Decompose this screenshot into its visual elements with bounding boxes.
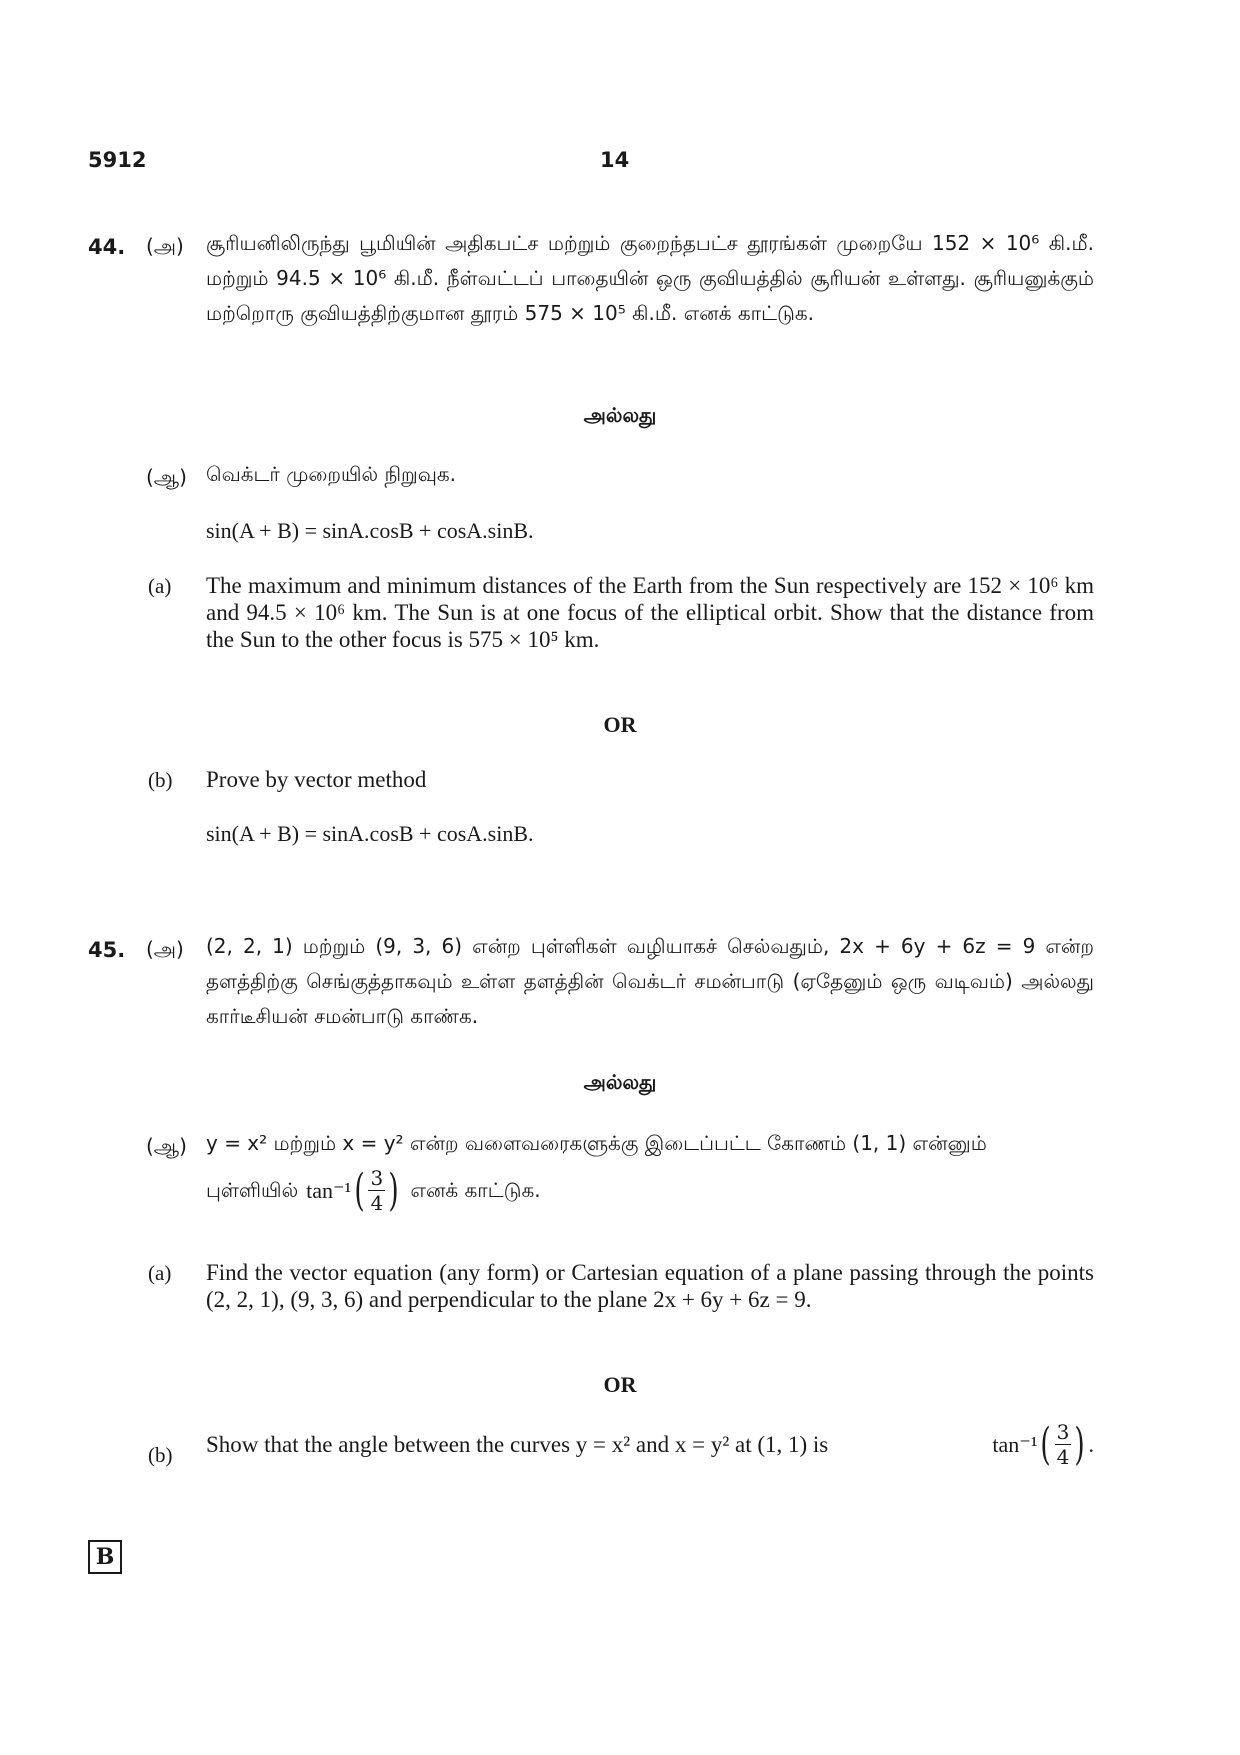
q44-tamil-a-text: சூரியனிலிருந்து பூமியின் அதிகபட்ச மற்றும் குறைந்தபட்ச தூரங்கள் முறையே 152 × 10⁶ கி.மீ. மற்றும் 94.5 × 10⁶ கி.மீ. நீள்வட்டப் பாதையின் ஒரு குவியத்தில் சூரியன் உள்ளது. சூரியனுக்கும் மற்றொரு குவியத்திற்குமான தூரம் 575 × 10⁵ கி.மீ. எனக் காட்டுக.	[206, 231, 1094, 325]
tan-inverse-label-english: tan⁻¹	[992, 1431, 1038, 1457]
q44-tamil-b-text: வெக்டர் முறையில் நிறுவுக.	[206, 462, 457, 486]
page-number: 14	[600, 148, 630, 172]
fraction-denominator-english: 4	[1056, 1445, 1070, 1469]
period: .	[1088, 1431, 1094, 1457]
q45-tamil-a-text: (2, 2, 1) மற்றும் (9, 3, 6) என்ற புள்ளிகள் வழியாகச் செல்வதும், 2x + 6y + 6z = 9 என்ற தளத்திற்கு செங்குத்தாகவும் உள்ள தளத்தின் வெக்டர் சமன்பாடு (ஏதேனும் ஒரு வடிவம்) அல்லது கார்டீசியன் சமன்பாடு காண்க.	[206, 934, 1095, 1028]
tan-inverse-label: tan⁻¹	[306, 1177, 352, 1203]
q45-tamil-b-label: (ஆ)	[146, 1134, 187, 1158]
q44-tamil-b-label: (ஆ)	[146, 465, 187, 489]
q45-english-b-label: (b)	[148, 1443, 173, 1467]
q45-english-a-label: (a)	[148, 1261, 172, 1285]
q45-tamil-b-line2-pre: புள்ளியில்	[206, 1178, 299, 1202]
question-number-45: 45.	[88, 938, 126, 962]
q45-tamil-b-line2-post: எனக் காட்டுக.	[410, 1178, 541, 1202]
q44-english-b-label: (b)	[148, 768, 173, 792]
tan-inverse-fraction	[306, 1164, 402, 1216]
left-paren-english: (	[1040, 1418, 1052, 1470]
right-paren: )	[388, 1164, 399, 1216]
left-paren: (	[354, 1164, 366, 1216]
fraction-denominator: 4	[370, 1191, 384, 1215]
q44-english-b-equation: sin(A + B) = sinA.cosB + cosA.sinB.	[206, 821, 534, 846]
q45-tamil-or: அல்லது	[583, 1070, 657, 1094]
q44-tamil-or: அல்லது	[583, 403, 657, 427]
fraction-numerator-english: 3	[1056, 1420, 1070, 1444]
paper-code: 5912	[88, 148, 147, 172]
q44-english-a-label: (a)	[148, 574, 172, 598]
fraction-3-4	[368, 1168, 385, 1213]
q45-tamil-a-label: (அ)	[146, 937, 184, 961]
question-number-44: 44.	[88, 235, 126, 259]
series-box: B	[88, 1540, 122, 1574]
tan-inverse-fraction-english	[992, 1418, 1094, 1470]
q44-tamil-b-equation: sin(A + B) = sinA.cosB + cosA.sinB.	[206, 518, 534, 543]
q44-english-or: OR	[603, 712, 637, 737]
q45-english-b-line	[206, 1418, 1094, 1470]
fraction-3-4-english	[1055, 1422, 1072, 1467]
q45-english-or: OR	[603, 1372, 637, 1397]
fraction-numerator: 3	[370, 1166, 384, 1190]
q44-english-a-text: The maximum and minimum distances of the Earth from the Sun respectively are 152 × 10⁶ km and 94.5 × 10⁶ km. The Sun is at one focus of the elliptical orbit. Show that the distance from the Sun to the other focus is 575 × 10⁵ km.	[206, 573, 1094, 652]
q44-tamil-a-label: (அ)	[146, 234, 184, 258]
right-paren-english: )	[1074, 1418, 1086, 1470]
q44-english-b-text: Prove by vector method	[206, 767, 427, 792]
q45-tamil-b-line2	[206, 1164, 541, 1216]
q45-tamil-b-line1: y = x² மற்றும் x = y² என்ற வளைவரைகளுக்கு இடைப்பட்ட கோணம் (1, 1) என்னும்	[206, 1131, 987, 1155]
q45-english-b-text: Show that the angle between the curves y = x² and x = y² at (1, 1) is	[206, 1432, 829, 1457]
q45-english-a-text: Find the vector equation (any form) or Cartesian equation of a plane passing through the points (2, 2, 1), (9, 3, 6) and perpendicular to the plane 2x + 6y + 6z = 9.	[206, 1260, 1094, 1312]
